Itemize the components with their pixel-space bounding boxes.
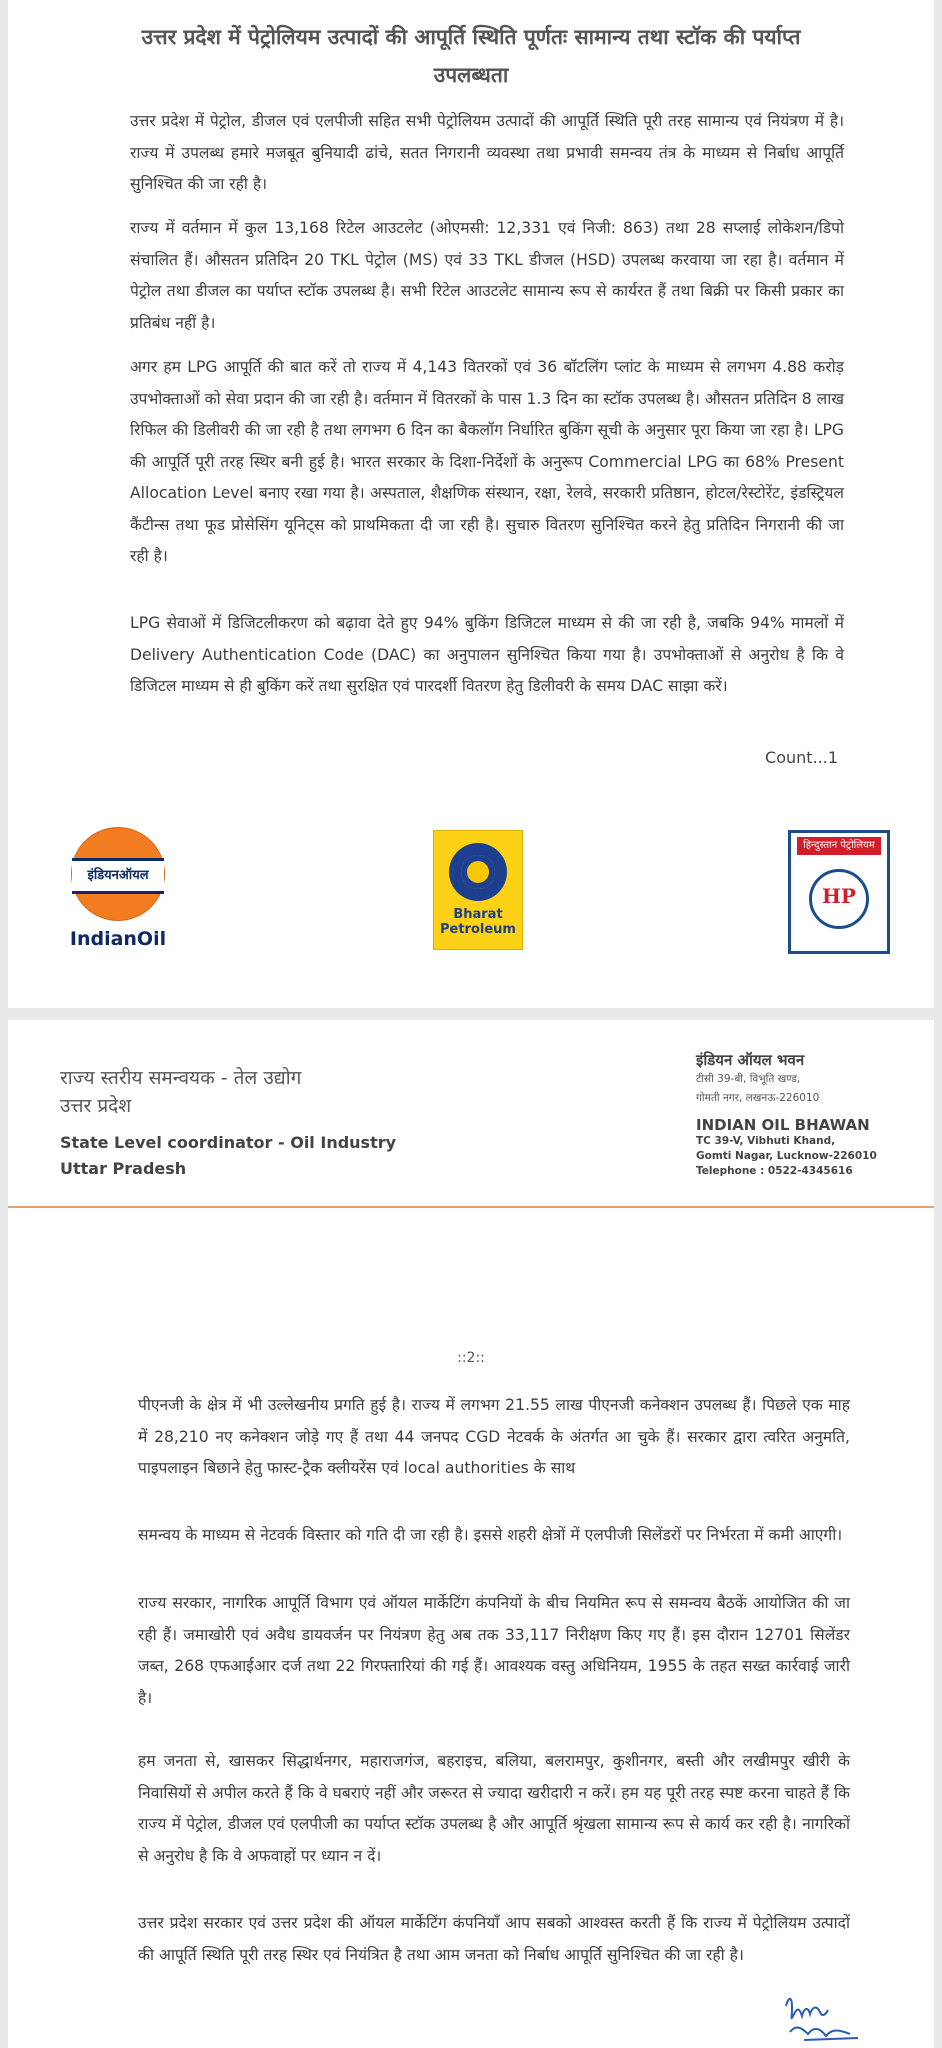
address-english-line-1: TC 39-V, Vibhuti Khand, (696, 1135, 836, 1147)
indianoil-badge-text: इंडियनऑयल (72, 858, 164, 894)
hp-emblem-icon (809, 869, 869, 929)
indianoil-logo (66, 828, 170, 950)
bharat-petroleum-logo (433, 830, 523, 950)
address-hindi-line-1: टीसी 39-बी, विभूति खण्ड, (696, 1073, 801, 1085)
bharat-petroleum-emblem-icon (449, 843, 507, 901)
handwritten-signature (780, 1988, 880, 2048)
paragraph-retail-outlets: राज्य में वर्तमान में कुल 13,168 रिटेल आउटलेट (ओएमसी: 12,331 एवं निजी: 863) तथा 28 सप्लाई लोकेशन/डिपो संचालित हैं। औसतन प्रतिदिन 20 TKL पेट्रोल (MS) एवं 33 TKL डीजल (HSD) उपलब्ध करवाया जा रहा है। वर्तमान में पेट्रोल तथा डीजल का पर्याप्त स्टॉक उपलब्ध है। सभी रिटेल आउटलेट सामान्य रूप से कार्यरत हैं तथा बिक्री पर किसी प्रकार का प्रतिबंध नहीं है। (130, 219, 844, 332)
address-telephone: Telephone : 0522-4345616 (696, 1165, 853, 1177)
letterhead-english-line-1: State Level coordinator - Oil Industry (60, 1133, 397, 1152)
letterhead-address (696, 1050, 916, 1179)
address-english-title: INDIAN OIL BHAWAN (696, 1116, 870, 1134)
letterhead-hindi (60, 1064, 301, 1120)
bharat-petroleum-name (434, 907, 522, 937)
letterhead-divider (8, 1206, 934, 1208)
hp-top-label: हिन्दुस्तान पेट्रोलियम (797, 837, 881, 855)
letterhead-hindi-line-2: उत्तर प्रदेश (60, 1095, 132, 1117)
letterhead-hindi-line-1: राज्य स्तरीय समन्वयक - तेल उद्योग (60, 1067, 302, 1089)
letterhead-english-line-2: Uttar Pradesh (60, 1159, 187, 1178)
page-title: उत्तर प्रदेश में पेट्रोलियम उत्पादों की आपूर्ति स्थिति पूर्णतः सामान्य तथा स्टॉक की पर्याप्त उपलब्धता (141, 25, 801, 87)
hp-logo (788, 830, 890, 954)
hp-mark: HP (822, 884, 856, 908)
paragraph-network-expansion: समन्वय के माध्यम से नेटवर्क विस्तार को गति दी जा रही है। इससे शहरी क्षेत्रों में एलपीजी सिलेंडरों पर निर्भरता में कमी आएगी। (138, 1526, 843, 1544)
letterhead-english (60, 1130, 396, 1182)
address-hindi-title: इंडियन ऑयल भवन (696, 1051, 805, 1069)
paragraph-lpg-digital: LPG सेवाओं में डिजिटलीकरण को बढ़ावा देते हुए 94% बुकिंग डिजिटल माध्यम से की जा रही है, जबकि 94% मामलों में Delivery Authentication Code (DAC) का अनुपालन सुनिश्चित किया गया है। उपभोक्ताओं से अनुरोध है कि वे डिजिटल माध्यम से ही बुकिंग करें तथा सुरक्षित एवं पारदर्शी वितरण हेतु डिलीवरी के समय DAC साझा करें। (130, 614, 844, 695)
address-hindi-line-2: गोमती नगर, लखनऊ-226010 (696, 1092, 820, 1104)
indianoil-emblem-icon (72, 828, 164, 920)
paragraph-assurance: उत्तर प्रदेश सरकार एवं उत्तर प्रदेश की ऑयल मार्केटिंग कंपनियाँ आप सबको आश्वस्त करती हैं कि राज्य में पेट्रोलियम उत्पादों की आपूर्ति स्थिति पूरी तरह स्थिर एवं नियंत्रित है तथा आम जनता को निर्बाध आपूर्ति सुनिश्चित की जा रही है। (138, 1914, 850, 1964)
bharat-line-1: Bharat (453, 907, 503, 922)
address-english-line-2: Gomti Nagar, Lucknow-226010 (696, 1150, 877, 1162)
bharat-line-2: Petroleum (440, 922, 516, 937)
page-number-marker: ::2:: (457, 1350, 485, 1366)
continued-marker: Count...1 (765, 748, 838, 767)
document-page-1 (8, 0, 934, 1008)
paragraph-supply-status: उत्तर प्रदेश में पेट्रोल, डीजल एवं एलपीजी सहित सभी पेट्रोलियम उत्पादों की आपूर्ति स्थिति पूरी तरह सामान्य एवं नियंत्रण में है। राज्य में उपलब्ध हमारे मजबूत बुनियादी ढांचे, सतत निगरानी व्यवस्था तथा प्रभावी समन्वय तंत्र के माध्यम से निर्बाध आपूर्ति सुनिश्चित की जा रही है। (130, 112, 844, 193)
indianoil-name: IndianOil (69, 928, 167, 950)
paragraph-png: पीएनजी के क्षेत्र में भी उल्लेखनीय प्रगति हुई है। राज्य में लगभग 21.55 लाख पीएनजी कनेक्शन उपलब्ध हैं। पिछले एक माह में 28,210 नए कनेक्शन जोड़े गए हैं तथा 44 जनपद CGD नेटवर्क के अंतर्गत आ चुके हैं। सरकार द्वारा त्वरित अनुमति, पाइपलाइन बिछाने हेतु फास्ट-ट्रैक क्लीयरेंस एवं local authorities के साथ (138, 1396, 850, 1477)
paragraph-public-appeal: हम जनता से, खासकर सिद्धार्थनगर, महाराजगंज, बहराइच, बलिया, बलरामपुर, कुशीनगर, बस्ती और लखीमपुर खीरी के निवासियों से अपील करते हैं कि वे घबराएं नहीं और जरूरत से ज्यादा खरीदारी न करें। हम यह पूरी तरह स्पष्ट करना चाहते हैं कि राज्य में पेट्रोल, डीजल एवं एलपीजी का पर्याप्त स्टॉक उपलब्ध है और आपूर्ति श्रृंखला सामान्य रूप से कार्य कर रही है। नागरिकों से अनुरोध है कि वे अफवाहों पर ध्यान न दें। (138, 1752, 850, 1865)
document-page-2 (8, 1020, 934, 2048)
paragraph-enforcement: राज्य सरकार, नागरिक आपूर्ति विभाग एवं ऑयल मार्केटिंग कंपनियों के बीच नियमित रूप से समन्वय बैठकें आयोजित की जा रही हैं। जमाखोरी एवं अवैध डायवर्जन पर नियंत्रण हेतु अब तक 33,117 निरीक्षण किए गए हैं। इस दौरान 12701 सिलेंडर जब्त, 268 एफआईआर दर्ज तथा 22 गिरफ्तारियां की गई हैं। आवश्यक वस्तु अधिनियम, 1955 के तहत सख्त कार्रवाई जारी है। (138, 1594, 850, 1707)
paragraph-lpg-supply: अगर हम LPG आपूर्ति की बात करें तो राज्य में 4,143 वितरकों एवं 36 बॉटलिंग प्लांट के माध्यम से लगभग 4.88 करोड़ उपभोक्ताओं को सेवा प्रदान की जा रही है। वर्तमान में वितरकों के पास 1.3 दिन का स्टॉक उपलब्ध है। औसतन प्रतिदिन 8 लाख रिफिल की डिलीवरी की जा रही है तथा लगभग 6 दिन का बैकलॉग निर्धारित बुकिंग सूची के अनुसार पूरा किया जा रहा है। LPG की आपूर्ति पूरी तरह स्थिर बनी हुई है। भारत सरकार के दिशा-निर्देशों के अनुरूप Commercial LPG का 68% Present Allocation Level बनाए रखा गया है। अस्पताल, शैक्षणिक संस्थान, रक्षा, रेलवे, सरकारी प्रतिष्ठान, होटल/रेस्टोरेंट, इंडस्ट्रियल कैंटीन्स तथा फूड प्रोसेसिंग यूनिट्स को प्राथमिकता दी जा रही है। सुचारु वितरण सुनिश्चित करने हेतु प्रतिदिन निगरानी की जा रही है। (130, 358, 844, 565)
